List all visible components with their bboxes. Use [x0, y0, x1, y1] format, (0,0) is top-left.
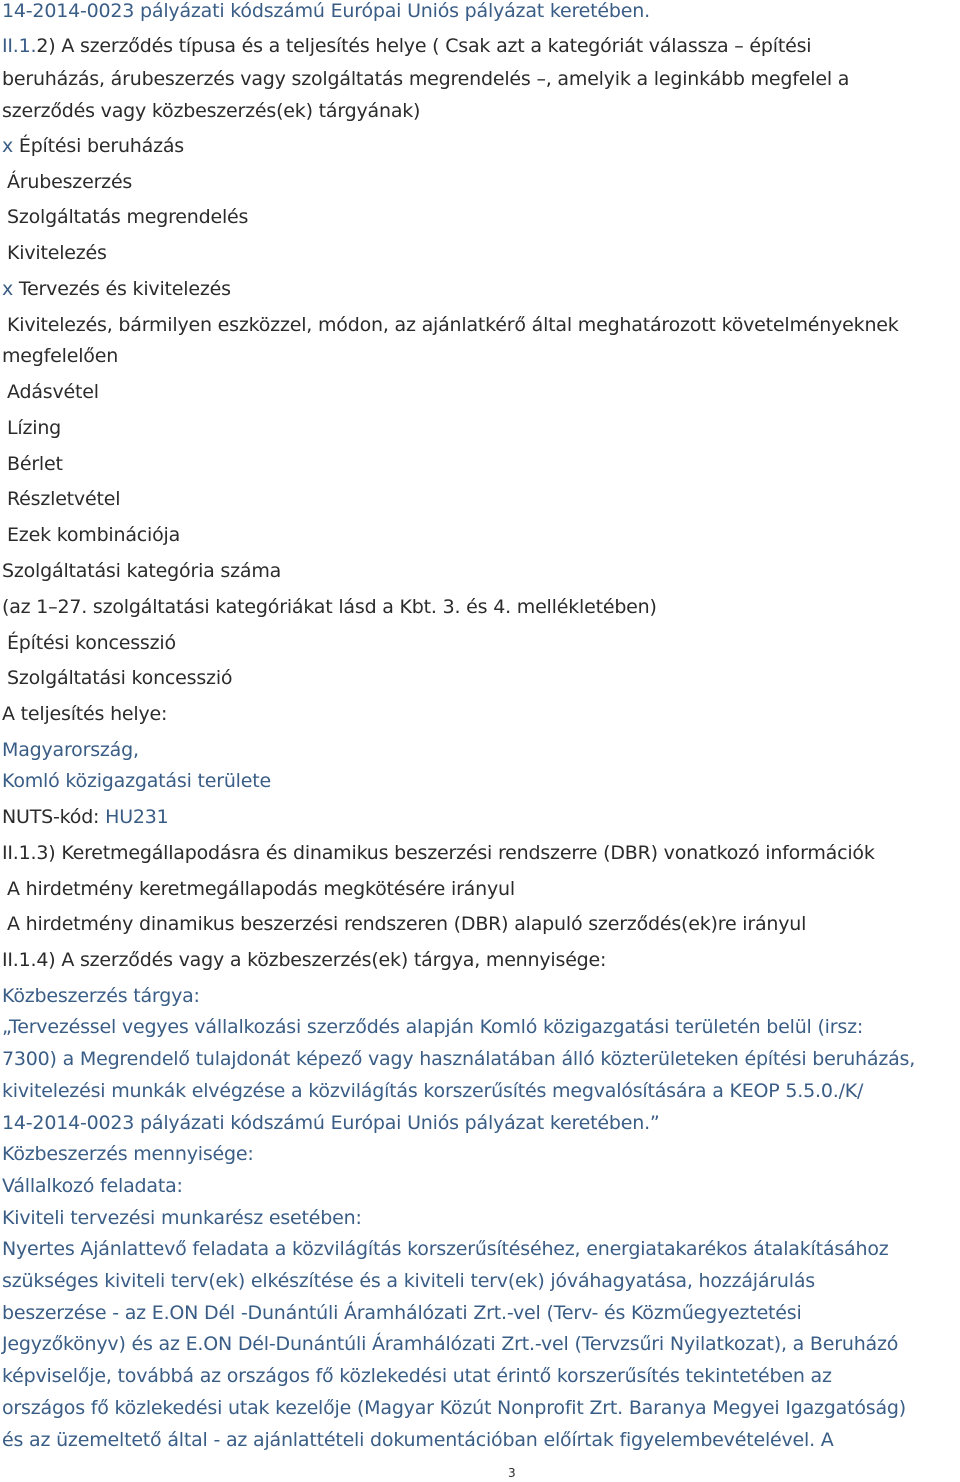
text-teljesites-helye: A teljesítés helye: [2, 703, 168, 725]
option-kivitelezes: Kivitelezés [7, 242, 107, 264]
text-komlo: Komló közigazgatási területe [2, 770, 271, 792]
text-line-megfeleloen: megfelelően [2, 345, 119, 367]
text-line-37: Nyertes Ajánlattevő feladata a közvilágítás korszerűsítéséhez, energiatakarékos átalakításához [2, 1238, 889, 1260]
option-epitesi-koncesszio: Építési koncesszió [7, 632, 176, 654]
option-label: Építési beruházás [13, 135, 184, 157]
option-epitesi-beruhazas [2, 135, 184, 157]
option-szolgaltatasi-koncesszio: Szolgáltatási koncesszió [7, 667, 233, 689]
option-kivitelezes-barmilyen: Kivitelezés, bármilyen eszközzel, módon, az ajánlatkérő által meghatározott követelményeknek [7, 314, 899, 336]
text-line-40: Jegyzőkönyv) és az E.ON Dél-Dunántúli Áramhálózati Zrt.-vel (Tervzsűri Nyilatkozat), a Beruházó [2, 1333, 899, 1355]
text-line-39: beszerzése - az E.ON Dél -Dunántúli Áramhálózati Zrt.-vel (Terv- és Közműegyeztetési [2, 1302, 802, 1324]
option-adasvetel: Adásvétel [7, 381, 99, 403]
page-number: 3 [508, 1466, 516, 1480]
text-line-31: 7300) a Megrendelő tulajdonát képező vagy használatában álló közterületeken építési beruházás, [2, 1048, 916, 1070]
nuts-label: NUTS-kód: [2, 806, 106, 828]
text-line-41: képviselője, továbbá az országos fő közlekedési utat érintő korszerűsítés tekintetében az [2, 1365, 832, 1387]
text-kiviteli-tervezesi: Kiviteli tervezési munkarész esetében: [2, 1207, 362, 1229]
text-line-32: kivitelezési munkák elvégzése a közvilágítás korszerűsítés megvalósítására a KEOP 5.5.0./K/ [2, 1080, 864, 1102]
text-szolgaltatasi-kategoria: Szolgáltatási kategória száma [2, 560, 282, 582]
text-line-4: szerződés vagy közbeszerzés(ek) tárgyának) [2, 100, 421, 122]
section-2-heading [2, 35, 811, 57]
text-line-30: „Tervezéssel vegyes vállalkozási szerződés alapján Komló közigazgatási területén belül (irsz: [2, 1016, 864, 1038]
text-kozbeszerzes-mennyisege: Közbeszerzés mennyisége: [2, 1143, 254, 1165]
option-dbr: A hirdetmény dinamikus beszerzési rendszeren (DBR) alapuló szerződés(ek)re irányul [7, 913, 807, 935]
text-kozbeszerzes-targya: Közbeszerzés tárgya: [2, 985, 200, 1007]
text-line-1: 14-2014-0023 pályázati kódszámú Európai Uniós pályázat keretében. [2, 0, 650, 22]
section-number-prefix: II.1. [2, 35, 37, 57]
text-line-33: 14-2014-0023 pályázati kódszámú Európai Uniós pályázat keretében.” [2, 1112, 660, 1134]
checkbox-mark: x [2, 135, 14, 157]
option-reszletvetel: Részletvétel [7, 488, 121, 510]
option-keretmegallapodas: A hirdetmény keretmegállapodás megkötésére irányul [7, 878, 515, 900]
text-line-38: szükséges kiviteli terv(ek) elkészítése és a kiviteli terv(ek) jóváhagyatása, hozzájárulás [2, 1270, 815, 1292]
option-kombinacio: Ezek kombinációja [7, 524, 181, 546]
section-4-heading: II.1.4) A szerződés vagy a közbeszerzés(ek) tárgya, mennyisége: [2, 949, 607, 971]
text-vallalkozo-feladata: Vállalkozó feladata: [2, 1175, 183, 1197]
checkbox-mark: x [2, 278, 14, 300]
option-lizing: Lízing [7, 417, 62, 439]
text-line-42: országos fő közlekedési utak kezelője (Magyar Közút Nonprofit Zrt. Baranya Megyei Igazgatóság) [2, 1397, 906, 1419]
nuts-value: HU231 [105, 806, 169, 828]
text-line-3: beruházás, árubeszerzés vagy szolgáltatás megrendelés –, amelyik a leginkább megfelel a [2, 68, 850, 90]
text-line-43: és az üzemeltető által - az ajánlattételi dokumentációban előírtak figyelembevételével. A [2, 1429, 834, 1451]
text-magyarorszag: Magyarország, [2, 739, 139, 761]
option-arubeszerzes: Árubeszerzés [7, 171, 133, 193]
option-berlet: Bérlet [7, 453, 63, 475]
option-tervezes-kivitelezes [2, 278, 231, 300]
section-3-heading: II.1.3) Keretmegállapodásra és dinamikus beszerzési rendszerre (DBR) vonatkozó információk [2, 842, 875, 864]
option-szolgaltatas: Szolgáltatás megrendelés [7, 206, 249, 228]
text-kategoria-note: (az 1–27. szolgáltatási kategóriákat lásd a Kbt. 3. és 4. mellékletében) [2, 596, 657, 618]
option-label: Tervezés és kivitelezés [13, 278, 231, 300]
section-heading-text: 2) A szerződés típusa és a teljesítés helye ( Csak azt a kategóriát válassza – építési [36, 35, 812, 57]
nuts-code-line [2, 806, 169, 828]
